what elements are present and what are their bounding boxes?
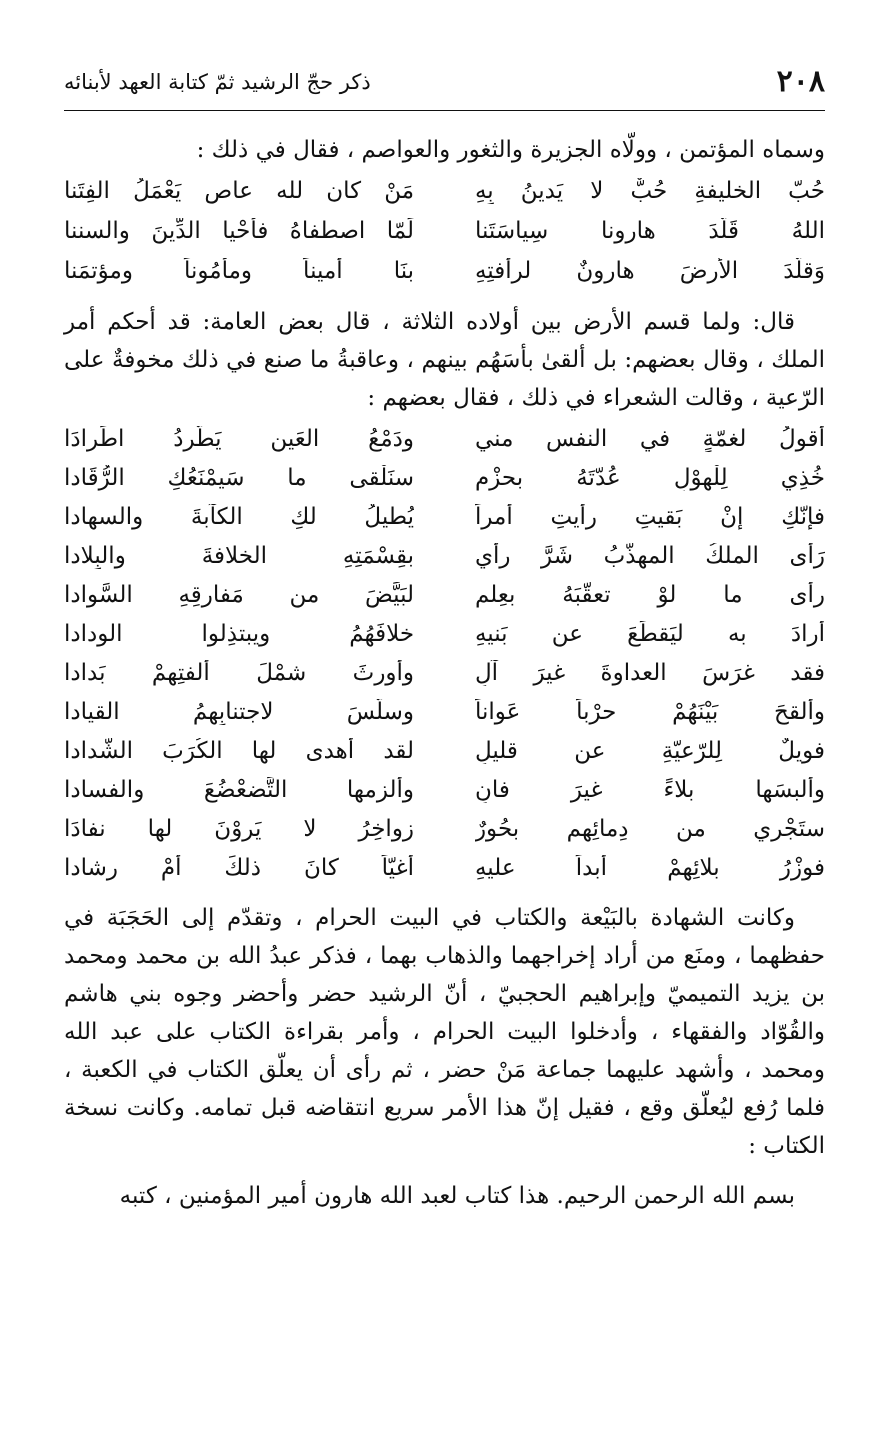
verse-second-hemistich: بقِسْمَتِهِ الخلافةَ والبِلادا [64, 542, 415, 569]
paragraph-division: قال: ولما قسم الأرض بين أولاده الثلاثة ، قال بعض العامة: قد أحكم أمر الملك ، وقال بعضهم: بل ألقىٰ بأسَهُم بينهم ، وعاقبةُ ما صنع في ذلك مخوفةٌ على الرّعية ، وقالت الشعراء في ذلك ، فقال بعضهم : [64, 309, 825, 411]
verse-first-hemistich: وألقحَ بَيْنَهُمْ حرْباً عَواناً [474, 698, 825, 725]
verse [64, 458, 825, 497]
verse-second-hemistich: وأورثَ شمْلَ أُلفتِهِمْ بَدادا [64, 659, 415, 686]
verse [64, 614, 825, 653]
paragraph-oath: وكانت الشهادة بالبَيْعة والكتاب في البيت الحرام ، وتقدّم إلى الحَجَبَة في حفظهما ، ومنَع من أراد إخراجهما والذهاب بهما ، فذكر عبدُ الله بن محمد ومحمد بن يزيد التميميّ وإبراهيم الحجبيّ ، أنّ الرشيد حضر وأحضر وجوه بني هاشم والقُوّاد والفقهاء ، وأدخلوا البيت الحرام ، وأمر بقراءة الكتاب على عبد الله ومحمد ، وأشهد عليهما جماعة مَنْ حضر ، ثم رأى أن يعلّق الكتاب في الكعبة ، فلما رُفع ليُعلّق وقع ، فقيل إنّ هذا الأمر سريع انتقاضه قبل تمامه. وكانت نسخة الكتاب : [64, 905, 825, 1159]
verse [64, 848, 825, 887]
paragraph-intro: وسماه المؤتمن ، وولّاه الجزيرة والثغور والعواصم ، فقال في ذلك : [196, 137, 825, 163]
verse-second-hemistich: لبَيَّضَ من مَفارقِهِ السَّوادا [64, 581, 415, 608]
verse [64, 653, 825, 692]
poem-praise [64, 171, 825, 291]
verse-second-hemistich: لقد أهدى لها الكُرَبَ الشّدادا [64, 737, 415, 764]
verse-first-hemistich: فإنّكِ إنْ بَقيتِ رأيتِ أمراً [474, 503, 825, 530]
verse-first-hemistich: أرادَ به ليَقطَعَ عن بَنيهِ [474, 620, 825, 647]
verse-second-hemistich: لَمّا اصطفاهُ فأحْيا الدِّينَ والسننا [64, 218, 415, 244]
running-title: ذكر حجّ الرشيد ثمّ كتابة العهد لأبنائه [64, 70, 371, 94]
verse-first-hemistich: حُبّ الخليفةِ حُبٌّ لا يَدينُ بِهِ [474, 178, 825, 204]
verse [64, 575, 825, 614]
verse-first-hemistich: خُذِي لِلْهوْلِ عُدّتَهُ بحزْمٍ [474, 464, 825, 491]
verse [64, 419, 825, 458]
verse-second-hemistich: يُطيلُ لكِ الكآبةَ والسهادا [64, 503, 415, 530]
verse-first-hemistich: وَقلّدَ الأرضَ هارونٌ لرأفتِهِ [474, 258, 825, 284]
paragraph-document-start: بسم الله الرحمن الرحيم. هذا كتاب لعبد الله هارون أمير المؤمنين ، كتبه [119, 1183, 795, 1209]
verse [64, 536, 825, 575]
page-header [64, 64, 825, 111]
verse [64, 171, 825, 211]
page-number: ٢٠٨ [776, 64, 825, 99]
verse-second-hemistich: زواخِرُ لا يَروْنَ لها نفادَا [64, 815, 415, 842]
verse [64, 497, 825, 536]
verse-second-hemistich: مَنْ كان لله عاصٍ يَعْمَلُ الفِتَنا [64, 178, 415, 204]
verse-second-hemistich: وألزمها التَّضعْضُعَ والفسادا [64, 776, 415, 803]
verse-first-hemistich: وألبسَها بلاءً غيرَ فانٍ [474, 776, 825, 803]
verse-first-hemistich: رَأى الملكُ المهذَّبُ شَرَّ رأيٍ [474, 542, 825, 569]
verse-first-hemistich: رأى ما لوْ تعقّبَهُ بعِلمٍ [474, 581, 825, 608]
verse-first-hemistich: فوِزْرُ بلائِهِمْ أبداً عليهِ [474, 854, 825, 881]
verse [64, 809, 825, 848]
book-page [0, 64, 891, 1456]
verse [64, 692, 825, 731]
verse-first-hemistich: اللهُ قَلّدَ هارونا سِياسَتَنا [474, 218, 825, 244]
verse-first-hemistich: ستَجْري من دِمائِهِم بحُورٌ [474, 815, 825, 842]
verse-first-hemistich: فويلٌ لِلرّعيّةِ عن قليلٍ [474, 737, 825, 764]
poem-lament [64, 419, 825, 887]
verse-second-hemistich: بنَا أميناً ومأمُوناً ومؤتمَنا [64, 258, 415, 284]
verse-first-hemistich: أقولُ لغمّةٍ في النفسِ مني [474, 425, 825, 452]
verse [64, 770, 825, 809]
verse-second-hemistich: ودَمْعُ العَينِ يَطّردُ اطِّرادَا [64, 425, 415, 452]
verse-second-hemistich: أغيّاً كانَ ذلكَ أمْ رشادا [64, 854, 415, 881]
verse [64, 211, 825, 251]
verse [64, 731, 825, 770]
verse-second-hemistich: سنَلْقى ما سَيمْنَعُكِ الرُّقَادا [64, 464, 415, 491]
verse-first-hemistich: فقد غرَسَ العداوةَ غيرَ آلٍ [474, 659, 825, 686]
verse [64, 251, 825, 291]
verse-second-hemistich: وسلَّسَ لاجتنابِهِمُ القيادا [64, 698, 415, 725]
verse-second-hemistich: خلافَهُمُ ويبتذِلوا الودادا [64, 620, 415, 647]
